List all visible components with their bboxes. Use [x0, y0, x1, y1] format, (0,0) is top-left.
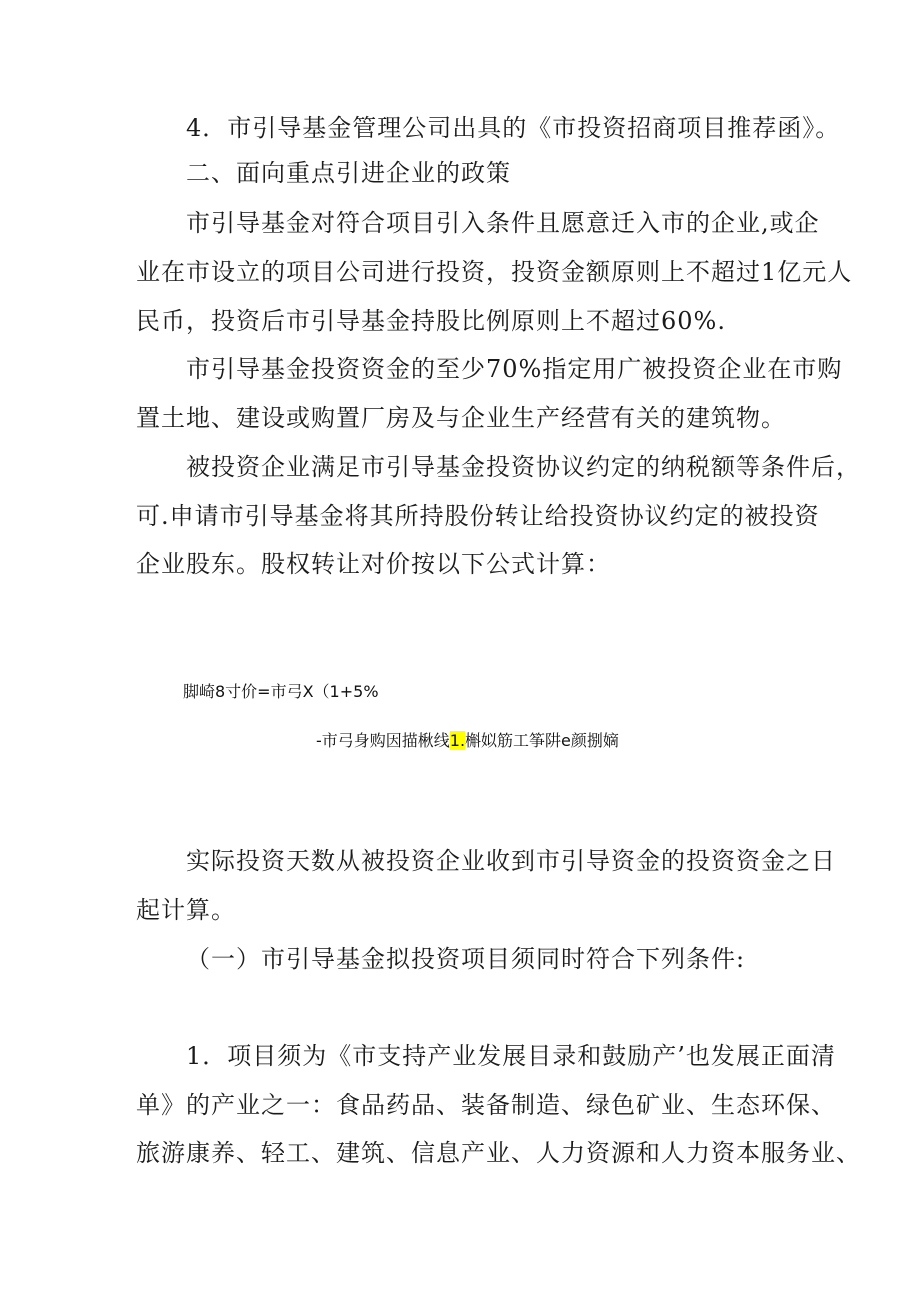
paragraph-1-line-3: 民币，投资后市引导基金持股比例原则上不超过60%. [136, 307, 726, 335]
formula-highlight: 1. [449, 731, 466, 750]
formula-line-2-end: 槲姒筋工筝阱e颜捌嫡 [465, 731, 619, 750]
section-heading-2: 二、面向重点引进企业的政策 [186, 159, 511, 187]
paragraph-4-line-1: 实际投资天数从被投资企业收到市引导资金的投资资金之日 [186, 847, 836, 875]
paragraph-2-line-2: 置土地、建设或购置厂房及与企业生产经营有关的建筑物。 [136, 404, 786, 432]
subsection-heading-1: （一）市引导基金拟投资项目须同时符合下列条件: [186, 945, 746, 973]
formula-line-1: 脚崎8寸价=市弓X（1+5% [183, 682, 379, 701]
paragraph-2-line-1: 市引导基金投资资金的至少70%指定用广被投资企业在市购 [186, 355, 843, 383]
item-4-text: 4．市引导基金管理公司出具的《市投资招商项目推荐函》。 [186, 114, 841, 142]
paragraph-4-line-2: 起计算。 [136, 896, 236, 924]
paragraph-1-line-1: 市引导基金对符合项目引入条件且愿意迁入市的企业,或企 [186, 209, 820, 237]
item-1-line-1: 1．项目须为《市支持产业发展目录和鼓励产’也发展正面清 [186, 1042, 836, 1070]
paragraph-3-line-2: 可.申请市引导基金将其所持股份转让给投资协议约定的被投资 [136, 502, 820, 530]
paragraph-3-line-3: 企业股东。股权转让对价按以下公式计算： [136, 550, 611, 578]
paragraph-3-line-1: 被投资企业满足市引导基金投资协议约定的纳税额等条件后， [186, 453, 861, 481]
formula-line-2-start: -市弓身购因描楸线 [316, 731, 450, 750]
item-1-line-3: 旅游康养、轻工、建筑、信息产业、人力资源和人力资本服务业、 [136, 1139, 861, 1167]
item-1-line-2: 单》的产业之一：食品药品、装备制造、绿色矿业、生态环保、 [136, 1091, 836, 1119]
formula-line-2 [316, 730, 619, 752]
paragraph-1-line-2: 业在市设立的项目公司进行投资，投资金额原则上不超过1亿元人 [136, 258, 853, 286]
